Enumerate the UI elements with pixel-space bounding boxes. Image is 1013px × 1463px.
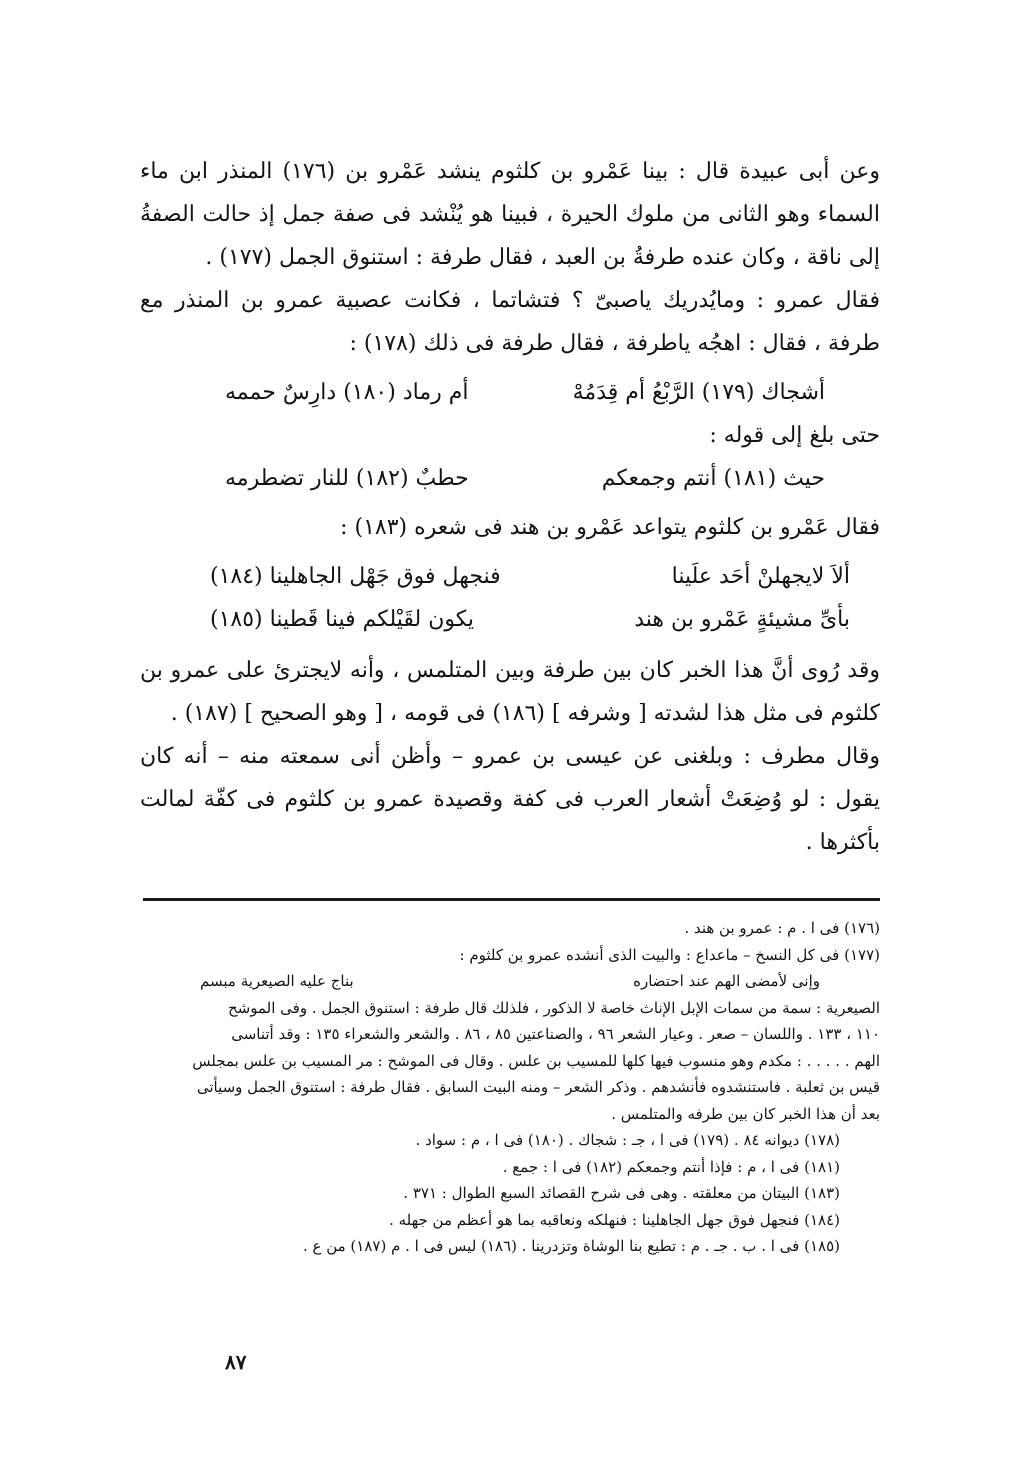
- footnote-184: (١٨٤) فنجهل فوق جهل الجاهلينا : فنهلكه ونعاقبه بما هو أعظم من جهله .: [389, 1210, 840, 1229]
- verse-3-second-hemistich: فنجهل فوق جَهْل الجاهلينا (١٨٤): [210, 564, 501, 589]
- footnote-divider: [143, 898, 880, 901]
- paragraph-2: فقال عمرو : ومايُدريك ياصبىّ ؟ فتشاتما ، فكانت عصبية عمرو بن المنذر مع طرفة ، فقال : اهجُه ياطرفة ، فقال طرفة فى ذلك (١٧٨) :: [140, 288, 880, 356]
- paragraph-4: وقد رُوى أنَّ هذا الخبر كان بين طرفة وبين المتلمس ، وأنه لايجترئ على عمرو بن كلثوم فى مثل هذا لشدته [ وشرفه ] (١٨٦) فى قومه ، [ وهو الصحيح ] (١٨٧) .: [140, 658, 880, 726]
- footnote-177-line-b: الصيعرية : سمة من سمات الإبل الإناث خاصة لا الذكور ، فلذلك قال طرفة : استنوق الجمل . وفى الموشح: [228, 998, 880, 1017]
- main-text: [140, 150, 880, 864]
- paragraph-3: فقال عَمْرو بن كلثوم يتواعد عَمْرو بن هند فى شعره (١٨٣) :: [340, 515, 880, 540]
- footnotes: [140, 915, 880, 1260]
- page-number: ٨٧: [225, 1350, 247, 1374]
- footnote-181-182: (١٨١) فى ا ، م : فإذا أنتم وجمعكم (١٨٢) فى ا : جمع .: [502, 1157, 840, 1176]
- footnote-185-187: (١٨٥) فى ا . ب . جـ . م : تطيع بنا الوشاة وتزدرينا . (١٨٦) ليس فى ا . م (١٨٧) من ع .: [302, 1237, 840, 1255]
- verse-1: [225, 371, 825, 414]
- footnote-177-line-e: قيس بن ثعلبة . فاستنشدوه فأنشدهم . وذكر الشعر – ومنه البيت السابق . فقال طرفة : استنوق الجمل وسيأتى: [196, 1078, 880, 1096]
- verse-3-first-hemistich: ألاَ لايجهلنْ أحَد علَينا: [671, 564, 850, 589]
- footnote-177-line-f: بعد أن هذا الخبر كان بين طرفه والمتلمس .: [611, 1104, 880, 1123]
- footnote-176: (١٧٦) فى ا . م : عمرو بن هند .: [684, 919, 880, 937]
- verse-4-first-hemistich: بأىِّ مشيئةٍ عَمْرو بن هند: [634, 607, 850, 632]
- footnote-poem-first: وإنى لأمضى الهم عند احتضاره: [633, 972, 820, 990]
- footnote-183: (١٨٣) البيتان من معلقته . وهى فى شرح القصائد السبع الطوال : ٣٧١ .: [403, 1184, 840, 1202]
- verse-1-first-hemistich: أشجاك (١٧٩) الرَّبْعُ أم قِدَمُهْ: [572, 380, 825, 405]
- footnote-poem-second: بناج عليه الصيعرية مبسم: [200, 972, 354, 990]
- line-until: حتى بلغ إلى قوله :: [709, 423, 880, 448]
- footnote-177-line-c: ١١٠ ، ١٣٣ . واللسان – صعر . وعيار الشعر ٩٦ ، والصناعتين ٨٥ ، ٨٦ . والشعر والشعراء ١٣٥ : وقد أتناسى: [231, 1025, 880, 1043]
- paragraph-5: وقال مطرف : وبلغنى عن عيسى بن عمرو – وأظن أنى سمعته منه – أنه كان يقول : لو وُضِعَتْ أشعار العرب فى كفة وقصيدة عمرو بن كلثوم فى كفّة لمالت بأكثرها .: [140, 744, 880, 855]
- footnote-177: (١٧٧) فى كل النسخ – ماعداع : والبيت الذى أنشده عمرو بن كلثوم :: [459, 945, 880, 964]
- paragraph-1: وعن أبى عبيدة قال : بينا عَمْرو بن كلثوم ينشد عَمْرو بن (١٧٦) المنذر ابن ماء السماء وهو الثانى من ملوك الحيرة ، فبينا هو يُنْشد فى صفة جمل إذ حالت الصفةُ إلى ناقة ، وكان عنده طرفةُ بن العبد ، فقال طرفة : استنوق الجمل (١٧٧) .: [140, 159, 880, 270]
- footnote-177-line-d: الهم . . . . . : مكدم وهو منسوب فيها كلها للمسيب بن علس . وقال فى الموشح : مر المسيب بن علس بمجلس: [192, 1051, 880, 1070]
- verse-1-second-hemistich: أم رماد (١٨٠) دارِسٌ حممه: [225, 380, 469, 405]
- verse-3: [210, 555, 850, 598]
- verse-2-second-hemistich: حطبٌ (١٨٢) للنار تضطرمه: [225, 466, 469, 491]
- footnote-178-180: (١٧٨) ديوانه ٨٤ . (١٧٩) فى ا ، جـ : شجاك . (١٨٠) فى ا ، م : سواد .: [415, 1131, 840, 1149]
- verse-4-second-hemistich: يكون لقَيْلكم فينا قَطينا (١٨٥): [210, 607, 474, 632]
- verse-4: [210, 598, 850, 641]
- verse-2: [225, 457, 825, 500]
- footnote-177-poem: [200, 968, 820, 995]
- verse-2-first-hemistich: حيث (١٨١) أنتم وجمعكم: [601, 466, 825, 491]
